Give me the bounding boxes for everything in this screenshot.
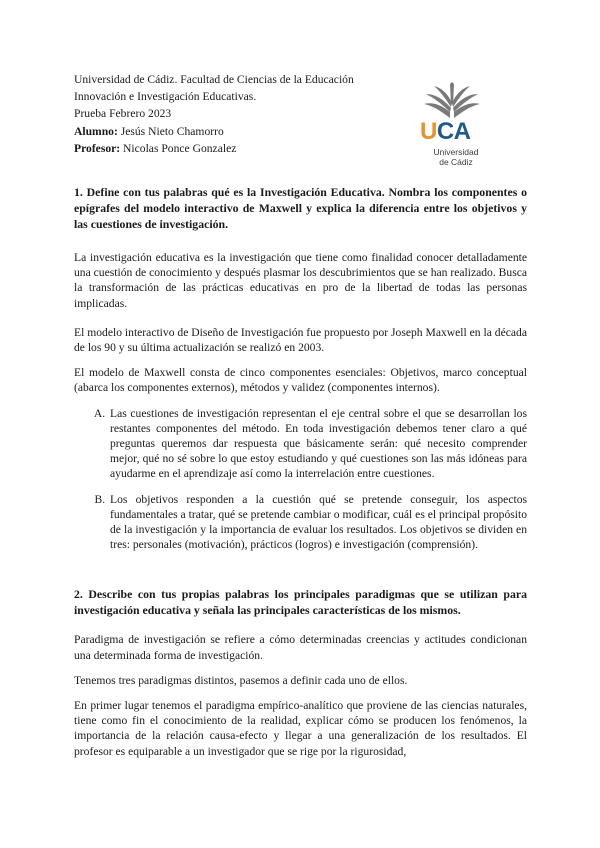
teacher-label: Profesor: bbox=[74, 141, 121, 155]
student-label: Alumno: bbox=[74, 124, 118, 138]
section2-paragraph-3: En primer lugar tenemos el paradigma empírico-analítico que proviene de las ciencias naturales, tiene como fin el conocimiento de la realidad, explicar cómo se producen los fenómenos, la importancia de la relación causa-efecto y llegar a una generalización de los resultados. El profesor es equiparable a un investigador que se rige por la rigurosidad, bbox=[74, 699, 527, 758]
section1-paragraph-1: La investigación educativa es la investigación que tiene como finalidad conocer detalladamente una cuestión de conocimiento y después plasmar los descubrimientos que se han realizado. Busca la transformación de las prácticas educativas en pro de la libertad de todas las personas implicadas. bbox=[74, 251, 527, 310]
section2-paragraph-2: Tenemos tres paradigmas distintos, pasemos a definir cada uno de ellos. bbox=[74, 673, 408, 687]
section1-paragraph-3: El modelo de Maxwell consta de cinco componentes esenciales: Objetivos, marco conceptual (abarca los componentes externos), métodos y validez (componentes internos). bbox=[74, 366, 527, 395]
uca-logo bbox=[420, 82, 484, 174]
student-line bbox=[74, 123, 404, 140]
question-1: 1. Define con tus palabras qué es la Investigación Educativa. Nombra los componentes o epígrafes del modelo interactivo de Maxwell y explica la diferencia entre los objetivos y las cuestiones de investigación. bbox=[74, 185, 527, 231]
list-item-a: A. Las cuestiones de investigación representan el eje central sobre el que se desarrollan los restantes componentes del método. En toda investigación debemos tener claro a qué preguntas queremos dar respuesta que básicamente serán: qué necesito comprender mejor, qué no sé sobre lo que estoy estudiando y qué cuestiones son las más idóneas para ayudarme en el aprendizaje así como la interrelación entre cuestiones. bbox=[108, 406, 527, 482]
uca-subtitle-line1: Universidad bbox=[433, 147, 479, 157]
teacher-line bbox=[74, 140, 404, 157]
uca-letters-ca: CA bbox=[436, 118, 471, 145]
teacher-name: Nicolas Ponce Gonzalez bbox=[123, 141, 237, 155]
uca-wordmark bbox=[420, 119, 471, 145]
question-2: 2. Describe con tus propias palabras los principales paradigmas que se utilizan para investigación educativa y señala las principales características de los mismos. bbox=[74, 587, 527, 618]
institution-line: Universidad de Cádiz. Facultad de Ciencias de la Educación bbox=[74, 73, 354, 86]
uca-subtitle bbox=[426, 148, 486, 167]
header-block bbox=[74, 71, 404, 157]
maxwell-components-list bbox=[74, 406, 527, 553]
document-body bbox=[74, 184, 527, 759]
uca-subtitle-line2: de Cádiz bbox=[439, 156, 473, 167]
student-name: Jesús Nieto Chamorro bbox=[120, 124, 224, 138]
exam-line: Prueba Febrero 2023 bbox=[74, 107, 172, 121]
list-item-b: B. Los objetivos responden a la cuestión qué se pretende conseguir, los aspectos fundamentales a tratar, qué se pretende cambiar o modificar, cuál es el principal propósito de la investigación y la importancia de evaluar los resultados. Los objetivos se dividen en tres: personales (motivación), prácticos (logros) e investigación (comprensión). bbox=[108, 492, 527, 553]
section1-paragraph-2: El modelo interactivo de Diseño de Investigación fue propuesto por Joseph Maxwell en la década de los 90 y su última actualización se realizó en 2003. bbox=[74, 325, 527, 355]
uca-letter-u: U bbox=[420, 118, 437, 145]
subject-line: Innovación e Investigación Educativas. bbox=[74, 90, 257, 104]
section2-paragraph-1: Paradigma de investigación se refiere a cómo determinadas creencias y actitudes condicionan una determinada forma de investigación. bbox=[74, 633, 527, 662]
uca-emblem-icon bbox=[420, 82, 484, 120]
